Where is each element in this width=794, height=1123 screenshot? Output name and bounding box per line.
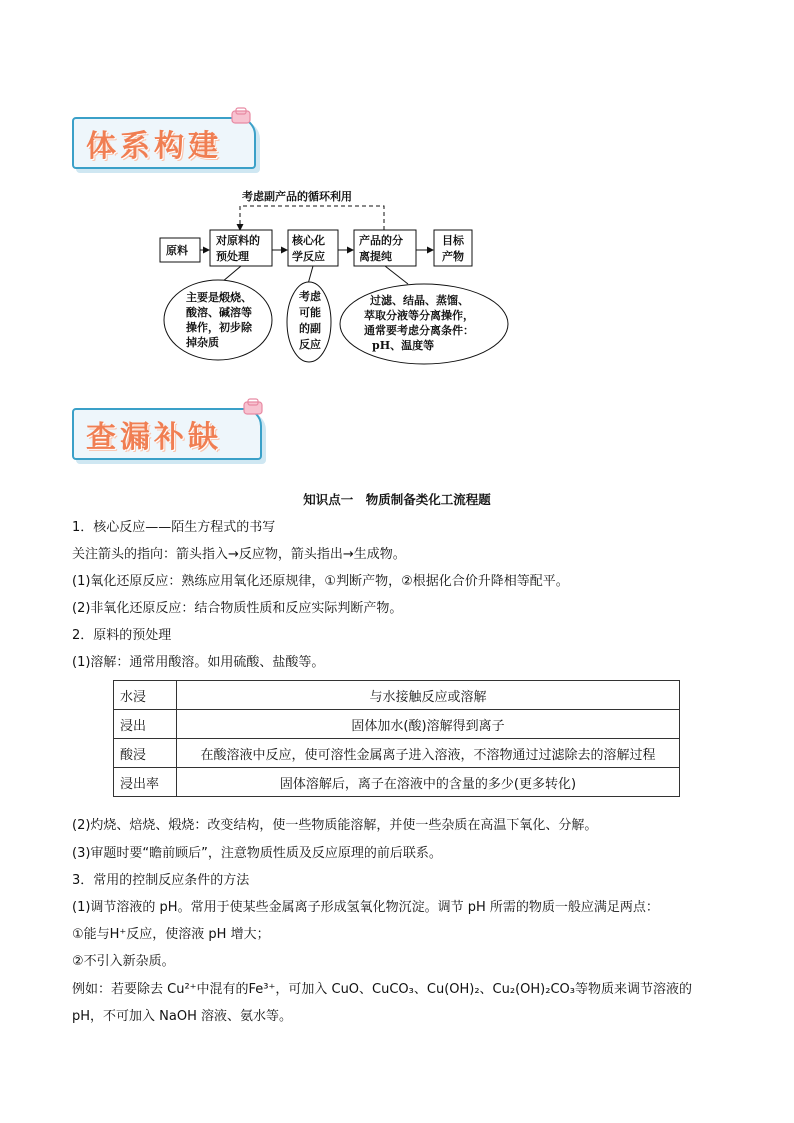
- core-label-1: 核心化: [292, 234, 325, 247]
- section-title: 知识点一 物质制备类化工流程题: [303, 492, 491, 507]
- note1-line4: 掉杂质: [186, 336, 219, 349]
- table-row: [114, 710, 680, 739]
- text-line: 2．原料的预处理: [72, 628, 172, 643]
- text-line: (3)审题时要“瞻前顾后”，注意物质性质及反应原理的前后联系。: [72, 846, 442, 861]
- system-banner: [72, 117, 258, 173]
- target-label-1: 目标: [442, 234, 464, 247]
- pretreat-label-2: 预处理: [216, 250, 249, 263]
- note1-line1: 主要是煅烧、: [186, 291, 252, 304]
- banner-title: 体系构建: [86, 129, 222, 164]
- table-key: 浸出: [114, 710, 177, 739]
- core-label-2: 学反应: [292, 250, 325, 263]
- table-value: 固体加水(酸)溶解得到离子: [177, 710, 680, 739]
- target-label-2: 产物: [442, 250, 464, 263]
- note3-line3: 通常要考虑分离条件：: [364, 324, 474, 337]
- table-row: [114, 739, 680, 768]
- separate-label-1: 产品的分: [359, 234, 403, 247]
- text-line: ②不引入新杂质。: [72, 954, 175, 969]
- raw-label: 原料: [166, 244, 188, 257]
- text-line: (1)调节溶液的 pH。常用于使某些金属离子形成氢氧化物沉淀。调节 pH 所需的物质一般应满足两点：: [72, 900, 659, 915]
- text-line: ①能与H⁺反应，使溶液 pH 增大；: [72, 927, 270, 942]
- paperclip-icon: [230, 107, 252, 125]
- table-row: [114, 768, 680, 797]
- leaching-table: [113, 680, 680, 797]
- banner-title: 查漏补缺: [86, 420, 222, 455]
- note1-line2: 酸溶、碱溶等: [186, 306, 252, 319]
- note3-line2: 萃取分液等分离操作，: [364, 309, 474, 322]
- note2-line4: 反应: [299, 338, 321, 351]
- text-line: pH，不可加入 NaOH 溶液、氨水等。: [72, 1009, 292, 1024]
- note2-line2: 可能: [299, 306, 321, 319]
- table-row: [114, 681, 680, 710]
- table-value: 固体溶解后，离子在溶液中的含量的多少(更多转化): [177, 768, 680, 797]
- note1-line3: 操作，初步除: [186, 321, 252, 334]
- separate-label-2: 离提纯: [359, 250, 392, 263]
- gaps-banner: [72, 408, 268, 464]
- table-key: 水浸: [114, 681, 177, 710]
- table-key: 浸出率: [114, 768, 177, 797]
- text-line: 3．常用的控制反应条件的方法: [72, 873, 250, 888]
- text-line: (1)氧化还原反应：熟练应用氧化还原规律，①判断产物，②根据化合价升降相等配平。: [72, 574, 569, 589]
- text-line: (2)非氧化还原反应：结合物质性质和反应实际判断产物。: [72, 601, 403, 616]
- table-key: 酸浸: [114, 739, 177, 768]
- table-value: 与水接触反应或溶解: [177, 681, 680, 710]
- text-line: (2)灼烧、焙烧、煅烧：改变结构，使一些物质能溶解，并使一些杂质在高温下氧化、分解。: [72, 818, 598, 833]
- note2-line3: 的副: [299, 322, 321, 335]
- text-line: 关注箭头的指向：箭头指入→反应物，箭头指出→生成物。: [72, 547, 406, 562]
- text-line: 例如：若要除去 Cu²⁺中混有的Fe³⁺，可加入 CuO、CuCO₃、Cu(OH)₂、Cu₂(OH)₂CO₃等物质来调节溶液的: [72, 982, 692, 997]
- text-line: 1．核心反应——陌生方程式的书写: [72, 520, 276, 535]
- recycle-label: 考虑副产品的循环利用: [242, 190, 352, 203]
- note3-line4: pH、温度等: [372, 339, 435, 352]
- table-value: 在酸溶液中反应，使可溶性金属离子进入溶液，不溶物通过过滤除去的溶解过程: [177, 739, 680, 768]
- note3-line1: 过滤、结晶、蒸馏、: [370, 294, 469, 307]
- paperclip-icon: [242, 398, 264, 416]
- pretreat-label-1: 对原料的: [216, 234, 260, 247]
- process-flow-diagram: [156, 186, 516, 372]
- text-line: (1)溶解：通常用酸溶。如用硫酸、盐酸等。: [72, 655, 325, 670]
- note2-line1: 考虑: [299, 290, 321, 303]
